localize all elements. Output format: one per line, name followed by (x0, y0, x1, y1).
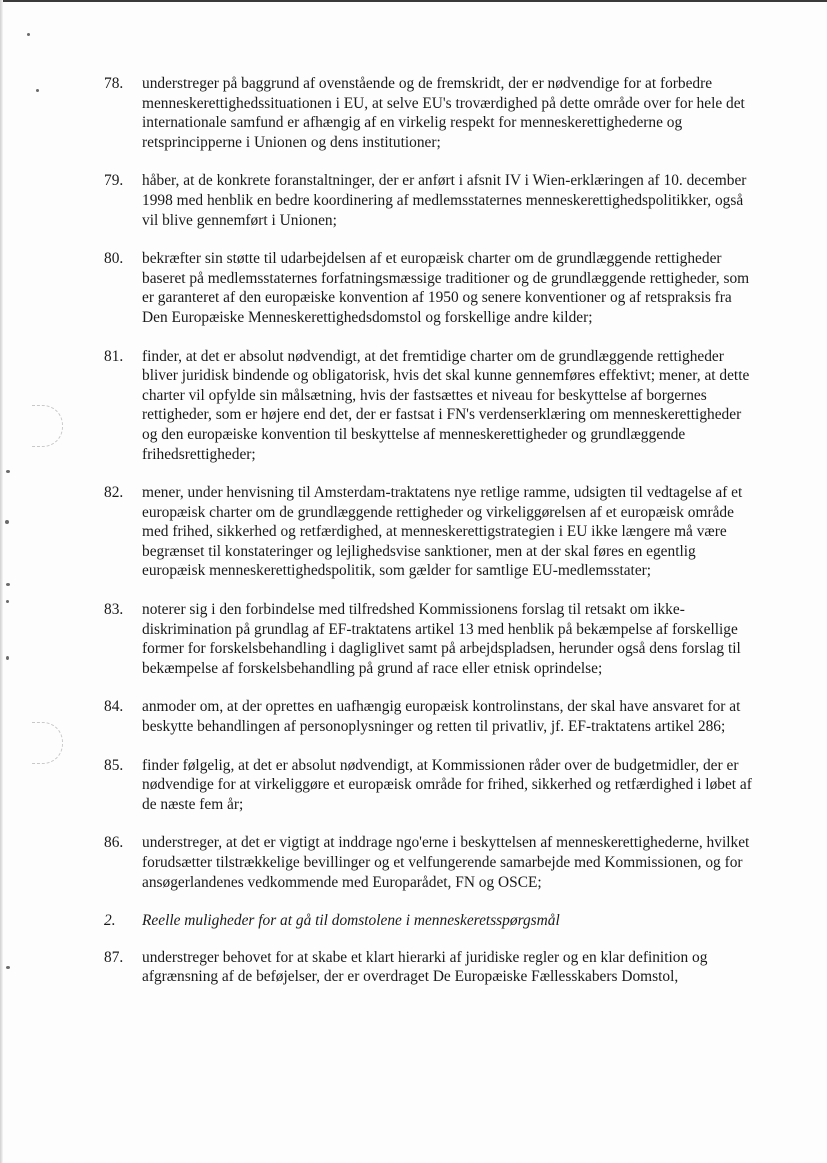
numbered-paragraph (104, 948, 752, 987)
numbered-paragraph (104, 833, 752, 892)
section-heading (104, 911, 752, 931)
numbered-paragraph (104, 249, 752, 327)
paragraph-text: anmoder om, at der oprettes en uafhængig europæisk kontrolinstans, der skal have ansvaret for at beskytte behandlingen af personoplysninger og retten til privatliv, jf. EF-traktatens artikel 286; (142, 698, 741, 736)
paragraph-text: understreger, at det er vigtigt at inddrage ngo'erne i beskyttelsen af menneskerettighederne, hvilket forudsætter tilstrækkelige bevillinger og et velfungerende samarbejde med Kommissionen, og for ansøgerlandenes vedkommende med Europarådet, FN og OSCE; (142, 834, 750, 891)
paragraph-text: håber, at de konkrete foranstaltninger, der er anført i afsnit IV i Wien-erklæringen af 10. december 1998 med henblik en bedre koordinering af medlemsstaternes menneskerettighedspolitikker, også vil blive gennemført i Unionen; (142, 172, 747, 229)
punch-hole-mark (32, 405, 63, 447)
paragraph-number: 87. (104, 948, 124, 966)
paragraph-number: 84. (104, 698, 124, 716)
scan-speck (5, 520, 9, 524)
paragraph-text: mener, under henvisning til Amsterdam-traktatens nye retlige ramme, udsigten til vedtagelse af et europæisk charter om de grundlæggende rettigheder og virkeliggørelsen af et europæisk område med frihed, sikkerhed og retfærdighed, at menneskerettigstrategien i EU ikke længere må være begrænset til konstateringer og lejlighedsvise sanktioner, men at der skal føres en egentlig europæisk menneskerettighedspolitik, som gælder for samtlige EU-medlemsstater; (142, 484, 743, 580)
paragraph-number: 85. (104, 756, 124, 774)
scan-edge-shadow (0, 0, 3, 1163)
numbered-paragraph (104, 483, 752, 581)
section-title: Reelle muligheder for at gå til domstolene i menneskeretsspørgsmål (142, 912, 560, 930)
paragraph-text: finder følgelig, at det er absolut nødvendigt, at Kommissionen råder over de budgetmidler, der er nødvendige for at virkeliggøre et europæisk område for frihed, sikkerhed og retfærdighed i løbet af de næste fem år; (142, 756, 752, 813)
numbered-paragraph (104, 171, 752, 230)
paragraph-number: 80. (104, 250, 124, 268)
paragraph-number: 79. (104, 172, 124, 190)
scan-speck (6, 600, 9, 603)
scan-speck (6, 470, 10, 473)
paragraph-text: finder, at det er absolut nødvendigt, at det fremtidige charter om de grundlæggende rettigheder bliver juridisk bindende og obligatorisk, hvis det skal kunne gennemføres effektivt; mener, at dette charter vil opfylde sin målsætning, hvis der fastsættes et niveau for beskyttelse af borgernes rettigheder, som er højere end det, der er fastsat i FN's verdenserklæring om menneskerettigheder og den europæiske konvention til beskyttelse af menneskerettigheder og grundlæggende frihedsrettigheder; (142, 347, 750, 463)
paragraph-number: 83. (104, 601, 124, 619)
paragraph-text: understreger på baggrund af ovenstående og de fremskridt, der er nødvendige for at forbedre menneskerettighedssituationen i EU, at selve EU's troværdighed på dette område over for hele det internationale samfund er afhængig af en virkelig respekt for menneskerettighederne og retsprincipperne i Unionen og dens institutioner; (142, 75, 745, 151)
paragraph-number: 82. (104, 484, 124, 502)
numbered-paragraph (104, 756, 752, 815)
scan-speck (6, 966, 10, 969)
section-number: 2. (104, 912, 116, 930)
paragraph-number: 81. (104, 347, 124, 365)
scan-speck (27, 33, 30, 36)
numbered-paragraph (104, 347, 752, 465)
paragraph-text: bekræfter sin støtte til udarbejdelsen af et europæisk charter om de grundlæggende rettigheder baseret på medlemsstaternes forfatningsmæssige traditioner og de grundlæggende rettigheder, som er garanteret af den europæiske konvention af 1950 og senere konventioner og af retspraksis fra Den Europæiske Menneskerettighedsdomstol og forskellige andre kilder; (142, 250, 750, 326)
scan-speck (6, 583, 10, 586)
paragraph-number: 78. (104, 75, 124, 92)
document-body (104, 74, 752, 1006)
top-border-line (0, 0, 827, 2)
numbered-paragraph (104, 697, 752, 736)
scan-speck (6, 656, 9, 660)
paragraph-text: noterer sig i den forbindelse med tilfredshed Kommissionens forslag til retsakt om ikke-diskrimination på grundlag af EF-traktatens artikel 13 med henblik på bekæmpelse af forskellige former for forskelsbehandling i dagliglivet samt på arbejdspladsen, herunder også dens forslag til bekæmpelse af forskelsbehandling på grund af race eller etnisk oprindelse; (142, 601, 741, 677)
paragraph-text: understreger behovet for at skabe et klart hierarki af juridiske regler og en klar definition og afgrænsning af de beføjelser, der er overdraget De Europæiske Fællesskabers Domstol, (142, 948, 708, 986)
paragraph-number: 86. (104, 834, 124, 852)
numbered-paragraph (104, 74, 752, 152)
scan-speck (36, 89, 39, 92)
punch-hole-mark (32, 722, 63, 764)
numbered-paragraph (104, 600, 752, 678)
